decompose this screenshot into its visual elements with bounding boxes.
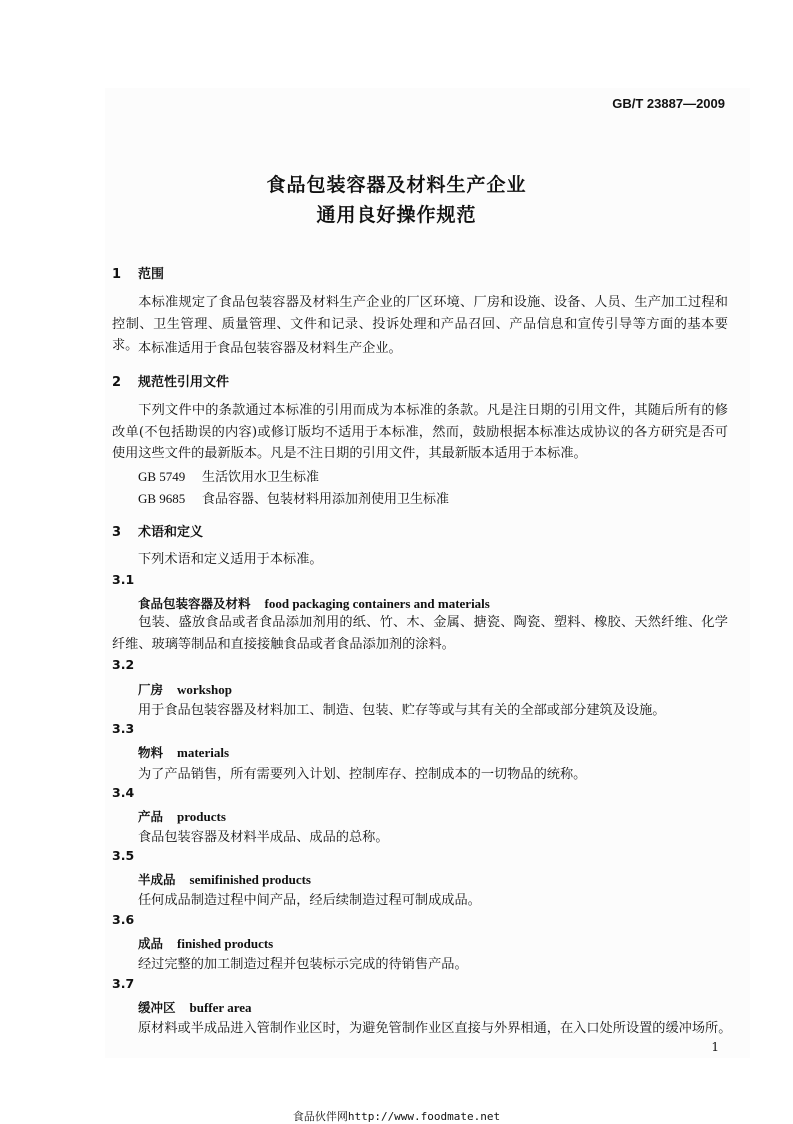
- term-en: food packaging containers and materials: [264, 596, 490, 611]
- term-en: materials: [177, 745, 229, 760]
- term-heading: [138, 743, 229, 761]
- reference-code: GB 9685: [138, 491, 186, 506]
- section-1-para-2-text: 本标准适用于食品包装容器及材料生产企业。: [138, 341, 402, 356]
- term-definition: 食品包装容器及材料半成品、成品的总称。: [138, 830, 389, 845]
- term-heading: [138, 594, 490, 612]
- doc-title-line2: 通用良好操作规范: [316, 204, 477, 226]
- term-en: semifinished products: [189, 872, 311, 887]
- term-heading: [138, 680, 232, 698]
- term-cn: 物料: [138, 745, 164, 760]
- term-heading: [138, 934, 273, 952]
- section-3-intro: 下列术语和定义适用于本标准。: [138, 552, 323, 567]
- reference-item: [138, 466, 319, 485]
- page-number: 1: [711, 1040, 719, 1054]
- document-page: [105, 88, 750, 1058]
- doc-title-line1: 食品包装容器及材料生产企业: [266, 174, 527, 196]
- section-2-para-1-text: 下列文件中的条款通过本标准的引用而成为本标准的条款。凡是注日期的引用文件，其随后所有的修改单(不包括勘误的内容)或修订版均不适用于本标准，然而，鼓励根据本标准达成协议的各方研究是否可使用这些文件的最新版本。凡是不注日期的引用文件，其最新版本适用于本标准。: [112, 403, 728, 461]
- reference-title: 生活饮用水卫生标准: [202, 470, 320, 485]
- term-number: 3.2: [112, 657, 135, 672]
- term-cn: 厂房: [138, 682, 164, 697]
- section-2-title: 规范性引用文件: [138, 375, 230, 390]
- term-number: 3.5: [112, 848, 135, 863]
- term-cn: 食品包装容器及材料: [138, 596, 251, 611]
- term-definition: 经过完整的加工制造过程并包装标示完成的待销售产品。: [138, 957, 468, 972]
- section-1-number: 1: [112, 267, 122, 282]
- term-en: workshop: [177, 682, 232, 697]
- term-number: 3.7: [112, 976, 135, 991]
- term-cn: 成品: [138, 936, 164, 951]
- section-3-heading: [112, 521, 203, 540]
- term-heading: [138, 870, 311, 888]
- term-heading: [138, 998, 252, 1016]
- reference-title: 食品容器、包装材料用添加剂使用卫生标准: [202, 492, 450, 507]
- term-number: 3.1: [112, 572, 135, 587]
- term-definition: 原材料或半成品进入管制作业区时，为避免管制作业区直接与外界相通，在入口处所设置的缓冲场所。: [138, 1021, 732, 1036]
- term-definition: 任何成品制造过程中间产品，经后续制造过程可制成成品。: [138, 893, 481, 908]
- section-1-para-2: [112, 338, 728, 360]
- standard-code: GB/T 23887—2009: [612, 96, 725, 111]
- term-number: 3.3: [112, 721, 135, 736]
- section-3-number: 3: [112, 525, 122, 540]
- term-number: 3.4: [112, 785, 135, 800]
- section-1-heading: [112, 263, 164, 282]
- term-definition-text: 包装、盛放食品或者食品添加剂用的纸、竹、木、金属、搪瓷、陶瓷、塑料、橡胶、天然纤维、化学纤维、玻璃等制品和直接接触食品或者食品添加剂的涂料。: [112, 615, 728, 652]
- section-2-heading: [112, 371, 229, 390]
- footer-source: 食品伙伴网http://www.foodmate.net: [292, 1110, 501, 1123]
- section-2-number: 2: [112, 375, 122, 390]
- term-cn: 半成品: [138, 872, 176, 887]
- section-2-para-1: [112, 400, 728, 465]
- term-definition: 用于食品包装容器及材料加工、制造、包装、贮存等或与其有关的全部或部分建筑及设施。: [138, 703, 666, 718]
- term-en: buffer area: [189, 1000, 252, 1015]
- reference-item: [138, 488, 449, 507]
- term-definition: [112, 612, 728, 655]
- reference-code: GB 5749: [138, 469, 186, 484]
- section-1-para-1-text: 本标准规定了食品包装容器及材料生产企业的厂区环境、厂房和设施、设备、人员、生产加工过程和控制、卫生管理、质量管理、文件和记录、投诉处理和产品召回、产品信息和宣传引导等方面的基本要求。: [112, 295, 728, 353]
- section-1-title: 范围: [138, 267, 165, 282]
- term-cn: 缓冲区: [138, 1000, 176, 1015]
- section-3-title: 术语和定义: [138, 525, 204, 540]
- term-heading: [138, 807, 226, 825]
- term-number: 3.6: [112, 912, 135, 927]
- term-definition: 为了产品销售，所有需要列入计划、控制库存、控制成本的一切物品的统称。: [138, 767, 587, 782]
- term-en: products: [177, 809, 226, 824]
- term-en: finished products: [177, 936, 274, 951]
- term-cn: 产品: [138, 809, 164, 824]
